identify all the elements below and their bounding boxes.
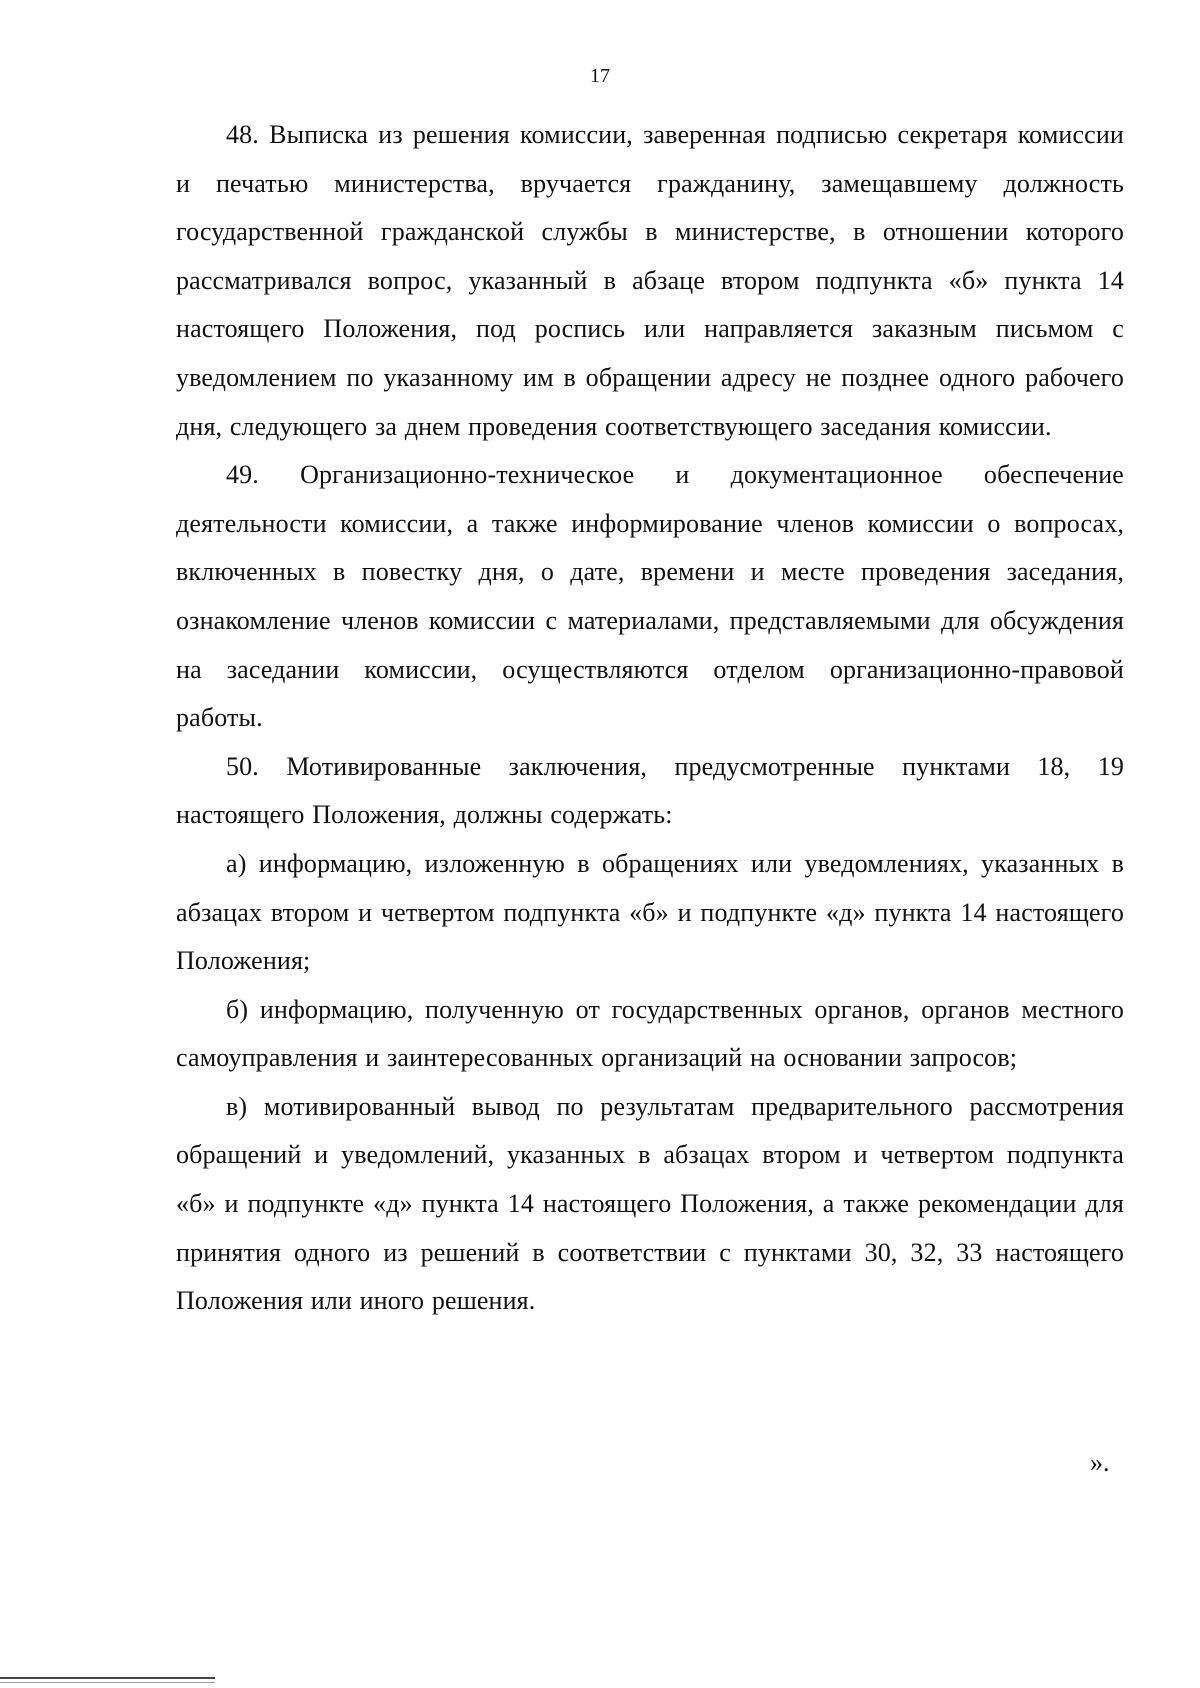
page-number: 17	[590, 65, 610, 87]
document-body	[176, 111, 1124, 1326]
scan-edge-line-faint	[0, 1682, 215, 1683]
paragraph-49: 49. Организационно-техническое и документационное обеспечение деятельности комиссии, а также информирование членов комиссии о вопросах, включенных в повестку дня, о дате, времени и месте проведения заседания, ознакомление членов комиссии с материалами, представляемыми для обсуждения на заседании комиссии, осуществляются отделом организационно-правовой работы.	[176, 460, 1124, 733]
paragraph-50-v: в) мотивированный вывод по результатам предварительного рассмотрения обращений и уведомлений, указанных в абзацах втором и четвертом подпункта «б» и подпункте «д» пункта 14 настоящего Положения, а также рекомендации для принятия одного из решений в соответствии с пунктами 30, 32, 33 настоящего Положения или иного решения.	[176, 1091, 1124, 1316]
paragraph-50-b: б) информацию, полученную от государственных органов, органов местного самоуправления и заинтересованных организаций на основании запросов;	[176, 994, 1124, 1073]
closing-quote: ».	[1090, 1448, 1110, 1477]
paragraph-50-a: а) информацию, изложенную в обращениях или уведомлениях, указанных в абзацах втором и четвертом подпункта «б» и подпункте «д» пункта 14 настоящего Положения;	[176, 848, 1124, 976]
paragraph-48: 48. Выписка из решения комиссии, заверенная подписью секретаря комиссии и печатью министерства, вручается гражданину, замещавшему должность государственной гражданской службы в министерстве, в отношении которого рассматривался вопрос, указанный в абзаце втором подпункта «б» пункта 14 настоящего Положения, под роспись или направляется заказным письмом с уведомлением по указанному им в обращении адресу не позднее одного рабочего дня, следующего за днем проведения соответствующего заседания комиссии.	[176, 120, 1124, 441]
paragraph-50: 50. Мотивированные заключения, предусмотренные пунктами 18, 19 настоящего Положения, должны содержать:	[176, 751, 1124, 830]
scan-edge-line	[0, 1677, 215, 1679]
